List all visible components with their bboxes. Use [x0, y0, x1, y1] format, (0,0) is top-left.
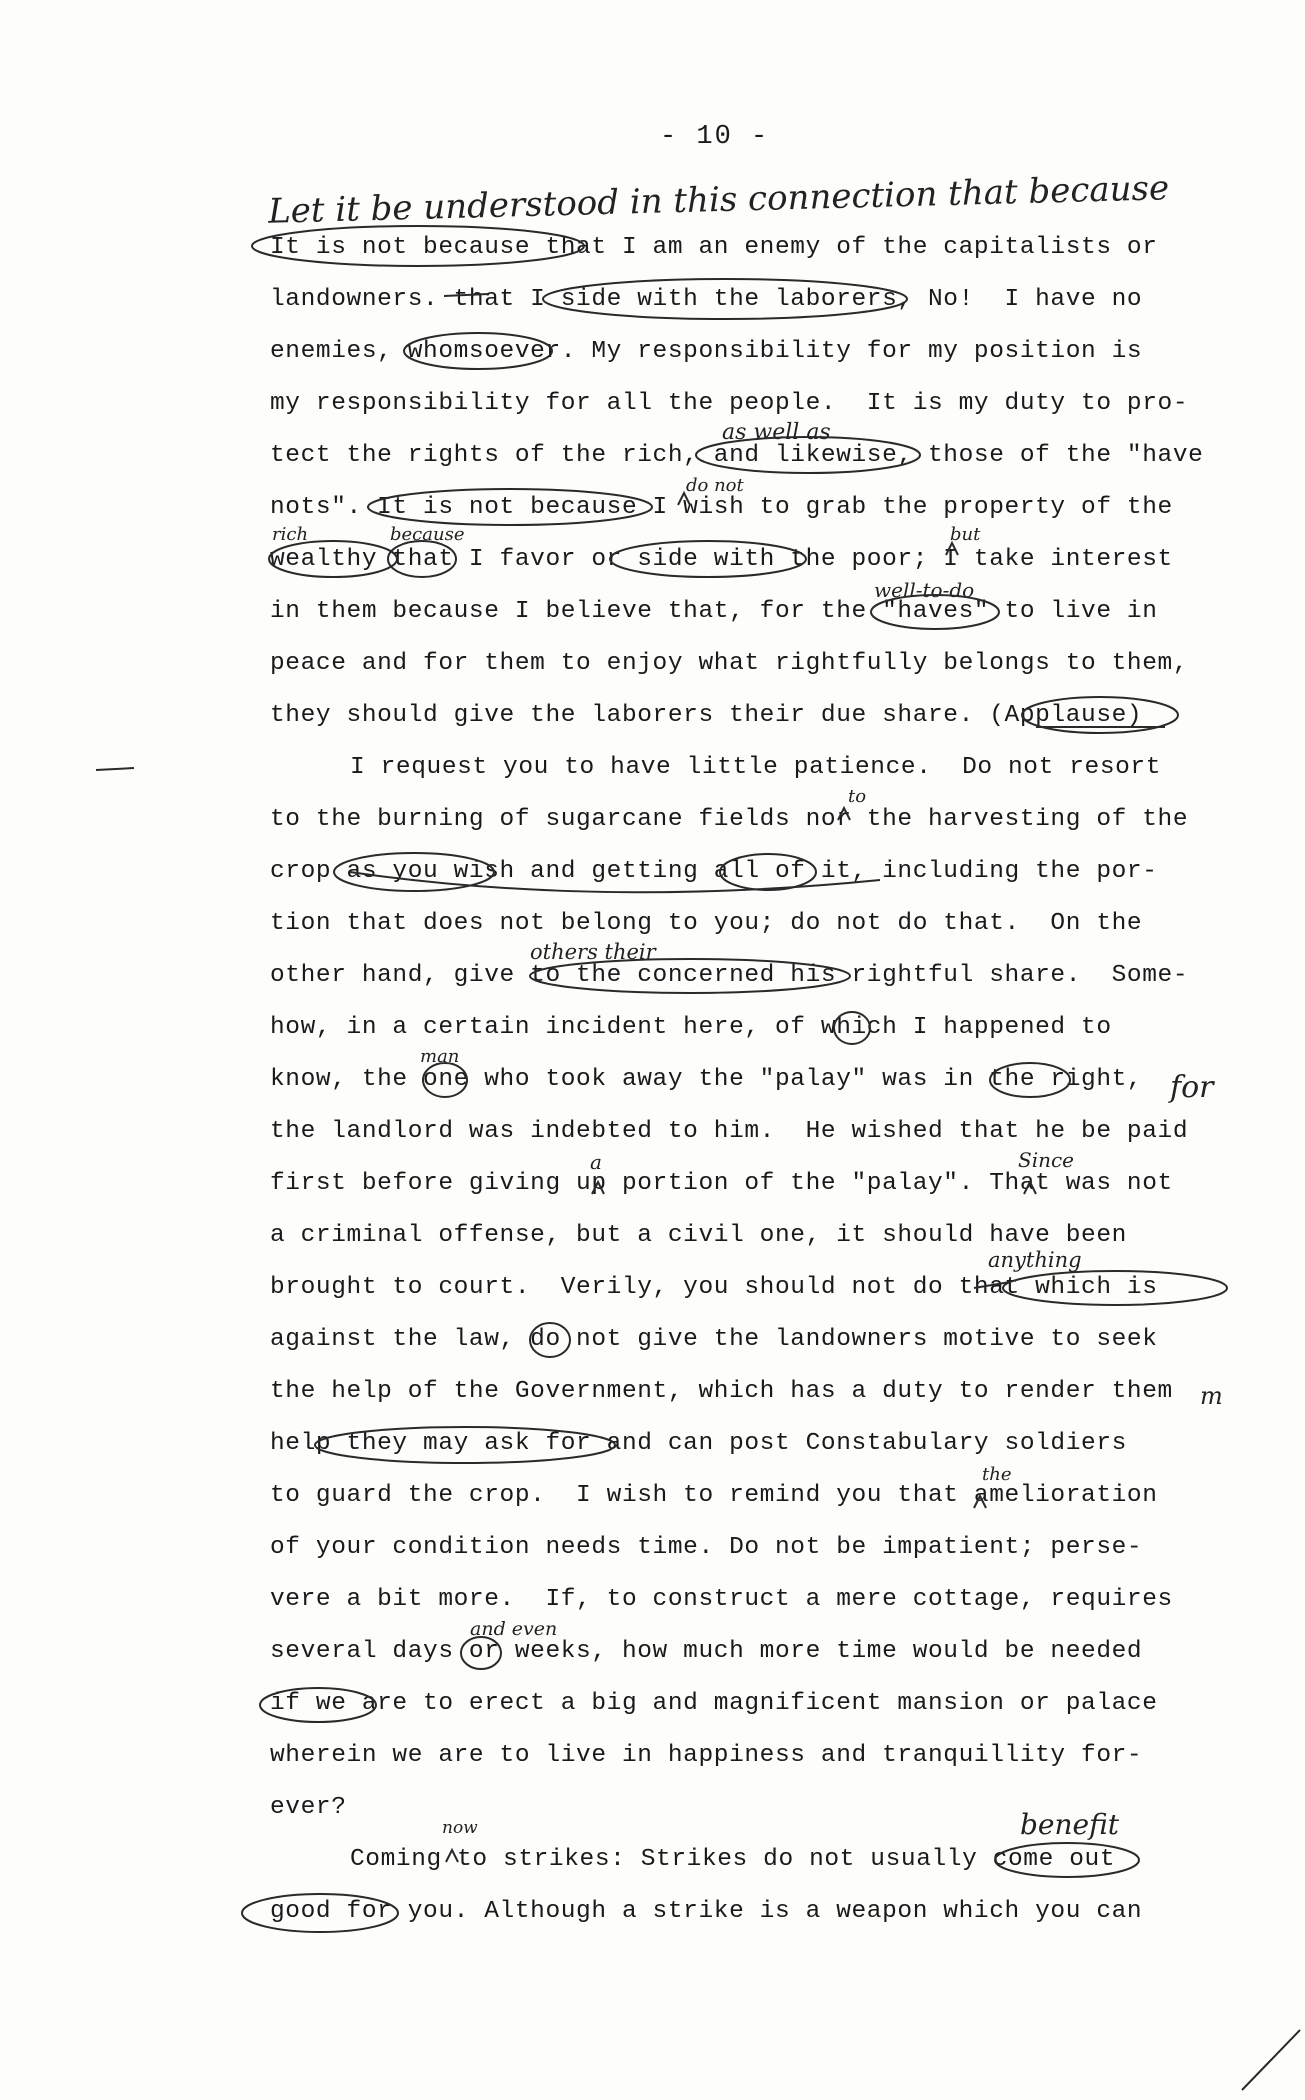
handwritten-correction: do not: [686, 475, 744, 496]
paragraph-1: [270, 222, 1230, 742]
text-line: of your condition needs time. Do not be impatient; perse-: [270, 1534, 1143, 1561]
handwritten-header: Let it be understood in this connection that because: [267, 168, 1170, 232]
text-line: vere a bit more. If, to construct a mere cottage, requires: [270, 1586, 1173, 1613]
handwritten-correction: man: [420, 1046, 460, 1067]
text-line: ever?: [270, 1794, 347, 1821]
text-line: It is not because that I am an enemy of the capitalists or: [270, 234, 1158, 261]
corner-fold-mark: [1242, 2030, 1300, 2090]
text-line: I request you to have little patience. Do not resort: [350, 754, 1162, 781]
handwritten-correction: well-to-do: [874, 578, 975, 602]
text-line: if we are to erect a big and magnificent mansion or palace: [270, 1690, 1158, 1717]
text-line: brought to court. Verily, you should not do that which is: [270, 1274, 1158, 1301]
text-line: several days or weeks, how much more time would be needed: [270, 1638, 1143, 1665]
text-line: they should give the laborers their due share. (Applause): [270, 702, 1143, 729]
text-line: other hand, give to the concerned his rightful share. Some-: [270, 962, 1189, 989]
handwritten-correction: for: [1170, 1070, 1214, 1105]
text-line: nots". It is not because I wish to grab the property of the: [270, 494, 1173, 521]
handwritten-correction: benefit: [1020, 1808, 1120, 1841]
handwritten-correction: to: [848, 786, 867, 807]
text-line: Coming to strikes: Strikes do not usually come out: [350, 1846, 1116, 1873]
text-line: wherein we are to live in happiness and tranquillity for-: [270, 1742, 1143, 1769]
text-line: crop as you wish and getting all of it, including the por-: [270, 858, 1158, 885]
handwritten-correction: Since: [1018, 1148, 1075, 1172]
handwritten-correction: others their: [530, 940, 656, 964]
handwritten-correction: rich: [272, 524, 309, 545]
handwritten-correction: because: [390, 524, 465, 545]
text-line: tion that does not belong to you; do not do that. On the: [270, 910, 1143, 937]
handwritten-correction: as well as: [722, 420, 831, 445]
text-line: landowners. that I side with the laborers, No! I have no: [270, 286, 1143, 313]
paragraph-2: [270, 742, 1230, 1834]
handwritten-correction: a: [590, 1150, 602, 1174]
text-line: the help of the Government, which has a duty to render them: [270, 1378, 1173, 1405]
text-line: first before giving up portion of the "palay". That was not: [270, 1170, 1173, 1197]
margin-mark: [96, 768, 134, 770]
text-line: against the law, do not give the landowners motive to seek: [270, 1326, 1158, 1353]
text-line: to guard the crop. I wish to remind you that amelioration: [270, 1482, 1158, 1509]
text-line: enemies, whomsoever. My responsibility for my position is: [270, 338, 1143, 365]
handwritten-correction: and even: [470, 1618, 558, 1640]
text-line: peace and for them to enjoy what rightfully belongs to them,: [270, 650, 1189, 677]
text-line: in them because I believe that, for the "haves" to live in: [270, 598, 1158, 625]
handwritten-correction: m: [1200, 1382, 1223, 1410]
text-line: tect the rights of the rich, and likewise, those of the "have: [270, 442, 1204, 469]
handwritten-correction: anything: [988, 1248, 1082, 1272]
text-line: my responsibility for all the people. It is my duty to pro-: [270, 390, 1189, 417]
typed-body: [270, 222, 1230, 1938]
text-line: to the burning of sugarcane fields nor the harvesting of the: [270, 806, 1189, 833]
text-line: wealthy that I favor or side with the poor; I take interest: [270, 546, 1173, 573]
text-line: a criminal offense, but a civil one, it should have been: [270, 1222, 1127, 1249]
paragraph-3: [270, 1834, 1230, 1938]
handwritten-correction: now: [442, 1818, 478, 1838]
text-line: the landlord was indebted to him. He wished that he be paid: [270, 1118, 1189, 1145]
text-line: how, in a certain incident here, of which I happened to: [270, 1014, 1112, 1041]
text-line: help they may ask for and can post Constabulary soldiers: [270, 1430, 1127, 1457]
handwritten-correction: but: [950, 524, 981, 545]
page-number: - 10 -: [660, 122, 770, 152]
text-line: know, the one who took away the "palay" was in the right,: [270, 1066, 1143, 1093]
text-line: good for you. Although a strike is a weapon which you can: [270, 1898, 1143, 1925]
handwritten-correction: the: [982, 1464, 1012, 1485]
